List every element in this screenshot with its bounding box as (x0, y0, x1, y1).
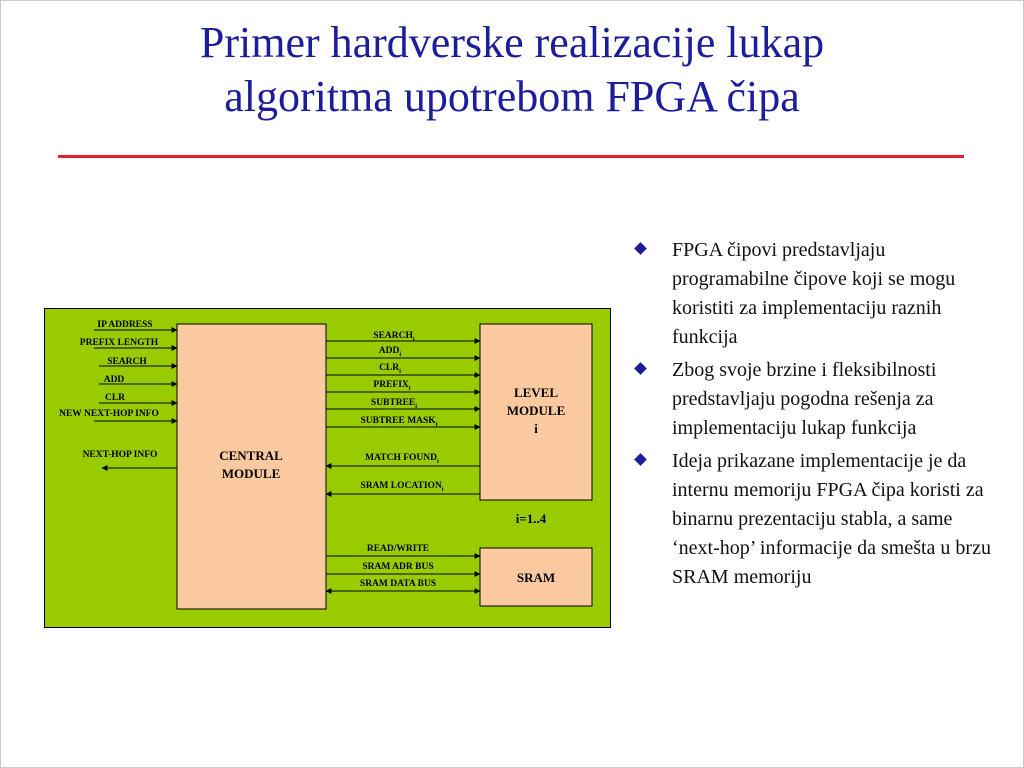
level-module-label-line1: LEVEL (513, 385, 559, 400)
title-line-1: Primer hardverske realizacije lukap (199, 18, 825, 67)
input-label-search: SEARCH (107, 357, 147, 367)
bullet-list (630, 236, 1002, 596)
level-signal-label-add: $ADD_i$ (378, 346, 402, 358)
input-label-add: ADD (103, 375, 125, 385)
level-signal-label-search: $SEARCH_i$ (373, 331, 415, 343)
diamond-bullet-icon (634, 453, 647, 466)
sram-signal-label-data-bus: SRAM DATA BUS (359, 579, 437, 589)
level-module-label-line2: MODULE (506, 403, 566, 418)
bullet-text: Zbog svoje brzine i fleksibilnosti predstavljaju pogodna rešenja za implementaciju lukap funkcija (672, 359, 937, 439)
bullet-item (630, 447, 1002, 592)
central-module-label-line1: CENTRAL (219, 448, 283, 463)
title-line-2: algoritma upotrebom FPGA čipa (224, 72, 800, 121)
level-module-label-line3: i (534, 421, 538, 436)
level-signal-label-prefix: $PREFIX_i$ (373, 380, 411, 392)
level-signal-label-subtree-mask: SUBTREE $MASK_i$ (360, 416, 438, 428)
bullet-text: Ideja prikazane implementacije je da internu memoriju FPGA čipa koristi za binarnu prezentaciju stabla, a same ‘next-hop’ informacije da smešta u brzu SRAM memoriju (672, 450, 991, 588)
sram-signal-label-adr-bus: SRAM ADR BUS (362, 562, 434, 572)
diamond-bullet-icon (634, 362, 647, 375)
bullet-item (630, 236, 1002, 352)
input-label-clr: CLR (104, 393, 126, 403)
output-label-next-hop-info: NEXT-HOP INFO (82, 450, 158, 460)
input-label-new-next-hop-info: NEW NEXT-HOP INFO (59, 409, 159, 419)
level-signal-label-sram-location: SRAM $LOCATION_i$ (360, 481, 444, 493)
central-module-label-line2: MODULE (221, 466, 281, 481)
slide-title (40, 16, 984, 124)
fpga-block-diagram (44, 308, 612, 629)
level-signal-label-subtree: $SUBTREE_i$ (370, 398, 418, 410)
bullet-text: FPGA čipovi predstavljaju programabilne čipove koji se mogu koristiti za implementaciju raznih funkcija (672, 239, 956, 348)
diamond-bullet-icon (634, 242, 647, 255)
sram-signal-label-read-write: READ/WRITE (366, 544, 430, 554)
input-label-ip-address: IP ADDRESS (97, 320, 153, 330)
sram-label: SRAM (516, 570, 556, 585)
level-signal-label-match-found: MATCH $FOUND_i$ (365, 453, 439, 465)
level-signal-label-clr: $CLR_i$ (379, 363, 401, 375)
index-range-note: i=1..4 (515, 511, 547, 526)
title-underline (58, 155, 964, 158)
input-label-prefix-length: PREFIX LENGTH (79, 338, 159, 348)
bullet-item (630, 356, 1002, 443)
